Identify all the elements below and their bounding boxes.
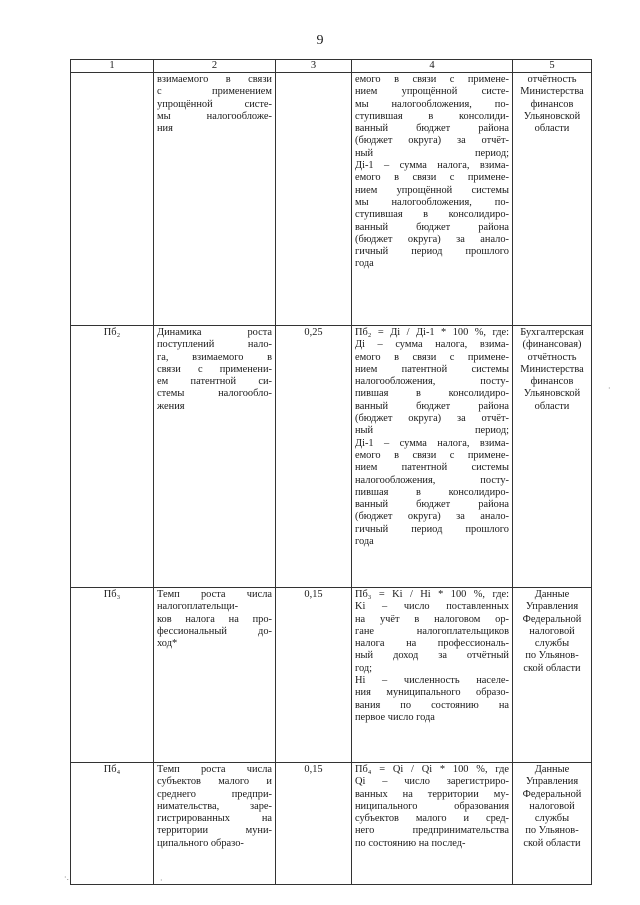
text-line: гане налогоплательщиков [355, 625, 509, 637]
text-line: по Ульянов- [525, 825, 579, 837]
indicator-formula-cell [352, 73, 513, 326]
text-line: по Ульянов- [525, 650, 579, 662]
indicator-name-cell [154, 326, 276, 588]
text-line: га, взимаемого в [157, 351, 272, 363]
text-line: года [355, 258, 374, 270]
text-line: налога на профессиональ- [355, 638, 509, 650]
text-line: Пб₄ = Qi / Qi * 100 %, где [355, 764, 509, 775]
text-line: Данные [534, 764, 570, 775]
text-line: Qi – число зарегистриро- [355, 776, 509, 788]
text-line: (бюджет округа) за анало- [355, 233, 509, 245]
indicator-weight-cell [276, 588, 352, 763]
text-line: взимаемого в связи [157, 74, 272, 85]
column-header: 3 [276, 60, 352, 73]
text-line: ванный бюджет района [355, 123, 509, 135]
text-line: ный доход за отчётный [355, 650, 509, 662]
text-line: емого в связи с примене- [355, 172, 509, 184]
text-line: ков налога на про- [157, 613, 272, 625]
indicator-code: Пб₂ [103, 327, 121, 338]
text-line: упрощённой систе- [157, 98, 272, 110]
column-header: 4 [352, 60, 513, 73]
text-line: (бюджет округа) за отчёт- [355, 413, 509, 425]
scan-artifact: · [608, 384, 611, 393]
page-number: 9 [316, 33, 324, 48]
text-line: Дi-1 – сумма налога, взима- [355, 437, 509, 449]
data-source-cell [513, 326, 592, 588]
text-line: емого в связи с примене- [355, 74, 509, 85]
table-header-row [71, 60, 592, 73]
table-row [71, 73, 592, 326]
text-line: Федеральной [522, 613, 582, 625]
text-line: ния муниципального образо- [355, 687, 509, 699]
text-line: Ульяновской [523, 388, 581, 400]
text-line: гичный период прошлого [355, 246, 509, 258]
text-line: (бюджет округа) за анало- [355, 511, 509, 523]
text-line: вания по состоянию на [355, 699, 509, 711]
text-line: с применением [157, 86, 272, 98]
text-line: ем патентной си- [157, 376, 272, 388]
text-line: первое число года [355, 711, 435, 723]
text-line: год; [355, 662, 373, 674]
data-source-cell [513, 588, 592, 763]
text-line: территории муни- [157, 825, 272, 837]
text-line: гистрированных на [157, 813, 272, 825]
indicator-weight: 0,15 [304, 764, 323, 775]
indicator-code: Пб₃ [103, 589, 121, 600]
column-header: 5 [513, 60, 592, 73]
table-row [71, 588, 592, 763]
table-row [71, 326, 592, 588]
text-line: налогообложения, посту- [355, 376, 509, 388]
indicator-weight: 0,25 [304, 327, 323, 338]
text-line: Министерства [520, 86, 584, 98]
text-line: Пб₃ = Ki / Hi * 100 %, где: [355, 589, 509, 600]
text-line: нием упрощённой системы [355, 184, 509, 196]
text-line: Hi – численность населе- [355, 675, 509, 687]
indicator-table [70, 59, 592, 885]
table-row [71, 763, 592, 885]
indicator-code-cell [71, 763, 154, 885]
text-line: службы [534, 813, 570, 825]
indicator-name-cell [154, 588, 276, 763]
text-line: Дi – сумма налога, взима- [355, 339, 509, 351]
indicator-code: Пб₄ [103, 764, 121, 775]
text-line: пившая в консолидиро- [355, 388, 509, 400]
text-line: гичный период прошлого [355, 523, 509, 535]
indicator-code-cell [71, 326, 154, 588]
text-line: Пб₂ = Дi / Дi-1 * 100 %, где: [355, 327, 509, 338]
text-line: Бухгалтерская [520, 327, 584, 338]
text-line: налогообложения, посту- [355, 474, 509, 486]
text-line: ской области [523, 662, 581, 674]
text-line: ный период; [355, 425, 509, 437]
text-line: среднего предпри- [157, 788, 272, 800]
indicator-code-cell [71, 73, 154, 326]
text-line: Темп роста числа [157, 764, 272, 775]
text-line: ступившая в консолиди- [355, 110, 509, 122]
text-line: Данные [534, 589, 570, 600]
column-header: 1 [71, 60, 154, 73]
indicator-formula-cell [352, 326, 513, 588]
text-line: мы налогообложения, по- [355, 98, 509, 110]
text-line: Дi-1 – сумма налога, взима- [355, 160, 509, 172]
text-line: нием патентной системы [355, 363, 509, 375]
text-line: фессиональный до- [157, 625, 272, 637]
text-line: года [355, 536, 374, 548]
text-line: области [534, 400, 570, 412]
text-line: отчётность [527, 74, 577, 85]
text-line: (бюджет округа) за отчёт- [355, 135, 509, 147]
text-line: ниципального образования [355, 800, 509, 812]
text-line: Ульяновской [523, 110, 581, 122]
text-line: ванных на территории му- [355, 788, 509, 800]
text-line: нием упрощённой систе- [355, 86, 509, 98]
text-line: Ki – число поставленных [355, 601, 509, 613]
text-line: налоговой [529, 625, 575, 637]
text-line: емого в связи с примене- [355, 449, 509, 461]
data-source-cell [513, 73, 592, 326]
text-line: налоговой [529, 800, 575, 812]
indicator-weight: 0,15 [304, 589, 323, 600]
text-line: ванный бюджет района [355, 221, 509, 233]
text-line: Управления [525, 776, 579, 788]
indicator-weight-cell [276, 73, 352, 326]
indicator-code-cell [71, 588, 154, 763]
text-line: области [534, 123, 570, 135]
text-line: ской области [523, 837, 581, 849]
text-line: ванный бюджет района [355, 499, 509, 511]
text-line: по состоянию на послед- [355, 837, 466, 849]
text-line: ход* [157, 638, 178, 650]
text-line: ный период; [355, 147, 509, 159]
indicator-weight-cell [276, 763, 352, 885]
text-line: связи с применени- [157, 363, 272, 375]
text-line: нимательства, заре- [157, 800, 272, 812]
indicator-formula-cell [352, 588, 513, 763]
text-line: него предпринимательства [355, 825, 509, 837]
text-line: субъектов малого и сред- [355, 813, 509, 825]
text-line: ванный бюджет района [355, 400, 509, 412]
text-line: ния [157, 123, 173, 135]
text-line: поступлений нало- [157, 339, 272, 351]
text-line: жения [157, 400, 185, 412]
text-line: службы [534, 638, 570, 650]
text-line: субъектов малого и [157, 776, 272, 788]
text-line: пившая в консолидиро- [355, 486, 509, 498]
text-line: (финансовая) [522, 339, 582, 351]
scan-artifact: ·. [64, 873, 70, 882]
text-line: емого в связи с примене- [355, 351, 509, 363]
text-line: Управления [525, 601, 579, 613]
text-line: стемы налогообло- [157, 388, 272, 400]
indicator-formula-cell [352, 763, 513, 885]
text-line: финансов [530, 376, 574, 388]
text-line: Министерства [520, 363, 584, 375]
data-source-cell [513, 763, 592, 885]
text-line: нием патентной системы [355, 462, 509, 474]
column-header: 2 [154, 60, 276, 73]
text-line: мы налогообложения, по- [355, 196, 509, 208]
text-line: мы налогообложе- [157, 110, 272, 122]
text-line: Федеральной [522, 788, 582, 800]
indicator-weight-cell [276, 326, 352, 588]
text-line: отчётность [527, 351, 577, 363]
indicator-name-cell [154, 73, 276, 326]
text-line: налогоплательщи- [157, 601, 239, 613]
indicator-name-cell [154, 763, 276, 885]
text-line: на учёт в налоговом ор- [355, 613, 509, 625]
text-line: Темп роста числа [157, 589, 272, 600]
text-line: Динамика роста [157, 327, 272, 338]
text-line: финансов [530, 98, 574, 110]
scan-artifact: · [160, 876, 163, 885]
text-line: ступившая в консолидиро- [355, 209, 509, 221]
text-line: ципального образо- [157, 837, 244, 849]
